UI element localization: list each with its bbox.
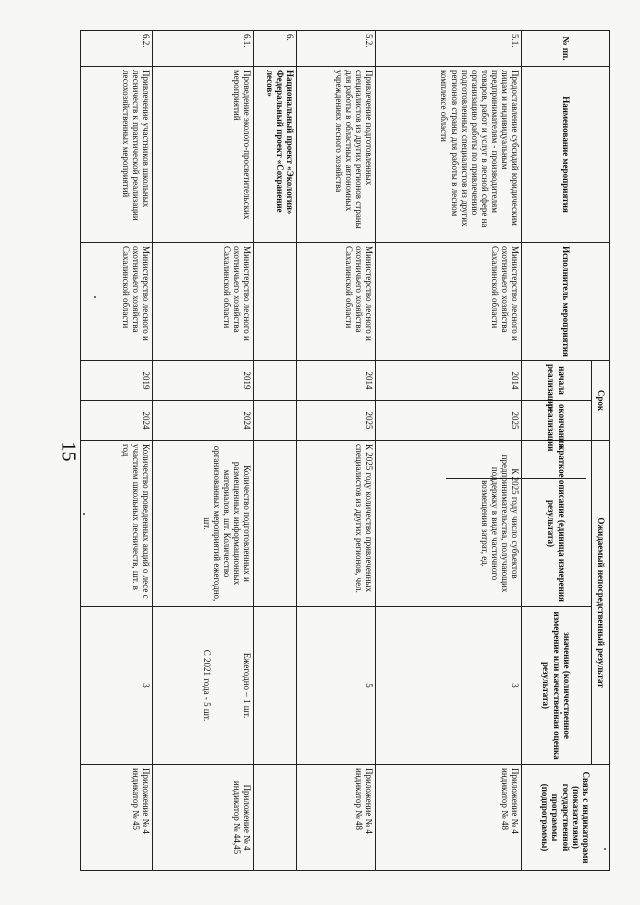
row-end: 2025 <box>375 401 521 441</box>
row-num: 5.1. <box>375 31 521 67</box>
row-desc: Количество проведенных акций о лесе с участием школьных лесничеств, шт. в год <box>81 441 153 607</box>
row-start: 2019 <box>153 361 254 401</box>
row-name: Предоставление субсидий юридическим лицам и индивидуальным предпринимателям - производителям товаров, работ и услуг в лесной сфере на организацию работы по привлечению подготовленных специалистов из других регионов страны для работы в лесном комплексе области <box>375 67 521 243</box>
section-row <box>254 31 297 871</box>
header-result: Ожидаемый непосредственный результат <box>592 441 610 765</box>
row-value <box>153 607 254 765</box>
row-value-b: С 2021 года - 5 шт. <box>202 649 213 722</box>
header-value: значение (количественное измерение или качественная оценка результата) <box>522 607 592 765</box>
row-end: 2024 <box>153 401 254 441</box>
table-row <box>375 31 521 871</box>
row-start: 2014 <box>375 361 521 401</box>
row-num: 6.2. <box>81 31 153 67</box>
row-link: Приложение № 4 индикатор № 44,45 <box>153 765 254 871</box>
row-num: 6. <box>254 31 297 67</box>
row-executor: Министерство лесного и охотничьего хозяйства Сахалинской области <box>153 243 254 361</box>
row-num: 6.1. <box>153 31 254 67</box>
table-row <box>153 31 254 871</box>
header-name: Наименование мероприятия <box>522 67 610 243</box>
row-desc: К 2025 году количество привлеченных специалистов из других регионов, чел. <box>297 441 376 607</box>
row-executor: Министерство лесного и охотничьего хозяйства Сахалинской области <box>375 243 521 361</box>
row-desc: К 2025 году число субъектов предпринимательства, получающих поддержку в виде частичного возмещения затрат, ед. <box>375 441 521 607</box>
row-executor: Министерство лесного и охотничьего хозяйства Сахалинской области <box>81 243 153 361</box>
row-end: 2025 <box>297 401 376 441</box>
table-row <box>297 31 376 871</box>
row-start: 2014 <box>297 361 376 401</box>
row-value: 3 <box>81 607 153 765</box>
section-title: Национальный проект «Экология» Федеральный проект «Сохранение лесов» <box>254 67 297 243</box>
row-link: Приложение № 4 индикатор № 48 <box>375 765 521 871</box>
rotated-table-container <box>80 30 610 870</box>
row-name: Привлечение подготовленных специалистов из других регионов страны для работы в областных автономных учреждениях лесного хозяйства <box>297 67 376 243</box>
row-desc: Количество подготовленных и размещенных информационных материалов, шт. Количество организованных мероприятий ежегодно, шт. <box>153 441 254 607</box>
header-term: Срок <box>592 361 610 441</box>
row-value: 5 <box>297 607 376 765</box>
events-table <box>80 30 610 871</box>
row-end: 2024 <box>81 401 153 441</box>
header-start: начала реализации <box>522 361 592 401</box>
header-end: окончания реализации <box>522 401 592 441</box>
row-executor: Министерство лесного и охотничьего хозяйства Сахалинской области <box>297 243 376 361</box>
header-executor: Исполнитель мероприятия <box>522 243 610 361</box>
row-value-a: Ежегодно – 1 шт. <box>242 652 253 719</box>
row-start: 2019 <box>81 361 153 401</box>
row-name: Проведение эколого-просветительских мероприятий <box>153 67 254 243</box>
row-value: 3 <box>375 607 521 765</box>
page-number: 15 <box>57 441 80 462</box>
row-name: Привлечение участников школьных лесничеств к практической реализации лесохозяйственных мероприятий <box>81 67 153 243</box>
row-link: Приложение № 4 индикатор № 45 <box>81 765 153 871</box>
header-desc: краткое описание (единица измерения результата) <box>522 441 592 607</box>
row-link: Приложение № 4 индикатор № 48 <box>297 765 376 871</box>
row-num: 5.2. <box>297 31 376 67</box>
table-row <box>81 31 153 871</box>
header-num: № пп. <box>522 31 610 67</box>
header-link: Связь с индикаторами (показателями) государственной программы (подпрограммы) <box>522 765 610 871</box>
